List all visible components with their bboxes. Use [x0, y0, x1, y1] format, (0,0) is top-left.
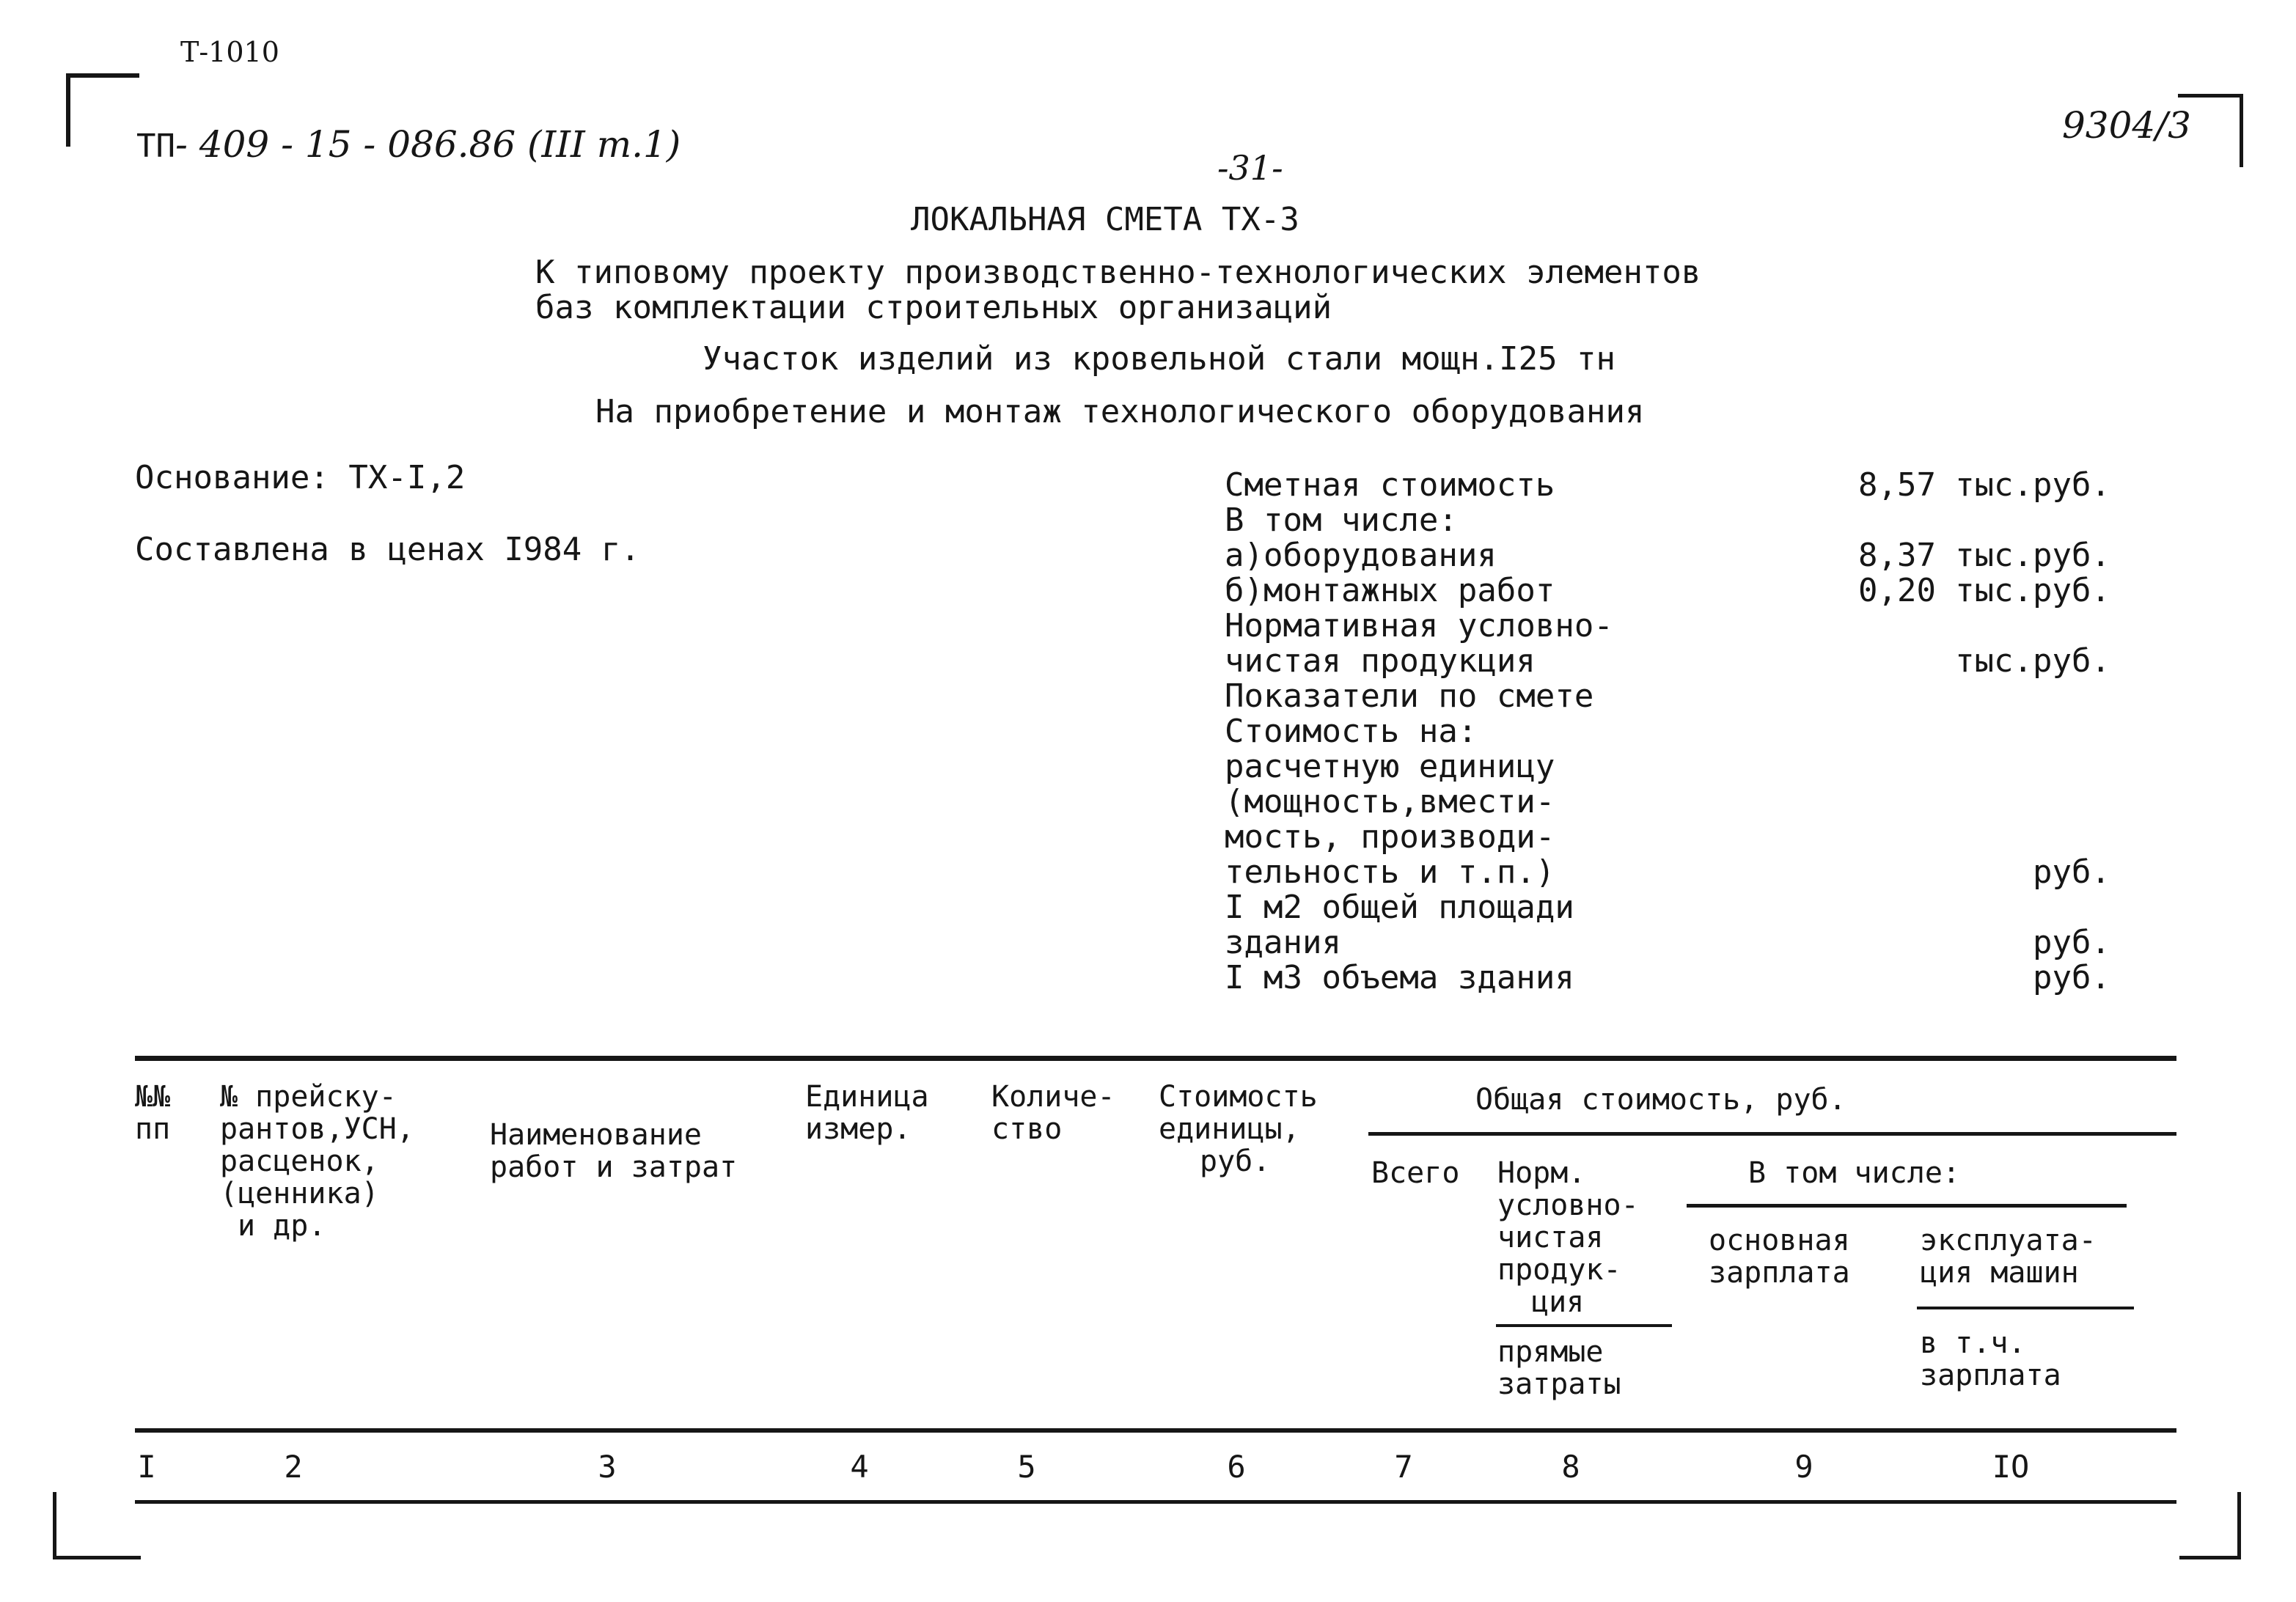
- table-header-col-10-bottom: [1920, 1327, 2061, 1392]
- col10-top-line-0: эксплуата-: [1920, 1224, 2097, 1257]
- summary-unit-4: [1936, 609, 2110, 644]
- table-header-col-8-top: [1497, 1157, 1639, 1318]
- corner-mark-bottom-right: [2237, 1492, 2241, 1559]
- summary-label-0: Сметная стоимость: [1225, 466, 1555, 504]
- summary-unit-11: руб.: [2033, 853, 2110, 891]
- col8-bottom-line-1: затраты: [1497, 1367, 1621, 1401]
- page-number: -31-: [1217, 148, 1283, 188]
- table-header-col-7: Всего: [1371, 1156, 1460, 1190]
- table-header-col-3: [490, 1119, 737, 1183]
- summary-label-13: здания: [1225, 924, 1341, 961]
- col8-top-line-3: продук-: [1497, 1253, 1621, 1287]
- col8-top-line-4: ция: [1531, 1285, 1585, 1319]
- summary-unit-1: [1936, 503, 2110, 538]
- column-number-7: 7: [1394, 1449, 1413, 1485]
- corner-mark-top-right-h: [2178, 94, 2243, 98]
- column-numbers-rule: [135, 1500, 2176, 1504]
- sheet-reference: 9304/3: [2062, 104, 2191, 147]
- col2-line-3: (ценника): [220, 1177, 379, 1210]
- summary-value-1: [1789, 503, 1936, 538]
- summary-value-2: 8,37: [1858, 537, 1936, 574]
- summary-unit-7: [1936, 714, 2110, 749]
- table-header-col-10-top: [1920, 1224, 2097, 1289]
- table-header-col-1: [135, 1081, 170, 1145]
- summary-unit-9: [1936, 785, 2110, 820]
- column-number-4: 4: [850, 1449, 869, 1485]
- col8-divider-rule: [1496, 1324, 1672, 1327]
- document-title: ЛОКАЛЬНАЯ СМЕТА ТХ-3: [911, 201, 1299, 238]
- col3-line-0: Наименование: [490, 1118, 702, 1152]
- col10-divider-rule: [1917, 1307, 2134, 1309]
- catalog-number: Т-1010: [180, 36, 279, 68]
- corner-mark-top-left: [66, 73, 70, 147]
- summary-unit-12: [1936, 890, 2110, 925]
- column-number-9: 9: [1794, 1449, 1813, 1485]
- col10-bottom-line-1: зарплата: [1920, 1359, 2061, 1392]
- subtitle-line-2: баз комплектации строительных организаций: [535, 289, 1332, 326]
- col4-line-0: Единица: [805, 1080, 929, 1114]
- summary-label-14: I м3 объема здания: [1225, 959, 1574, 996]
- summary-value-3: 0,20: [1858, 572, 1936, 609]
- summary-label-6: Показатели по смете: [1225, 677, 1594, 715]
- summary-label-9: (мощность,вмести-: [1225, 783, 1555, 820]
- summary-labels: [1225, 468, 1613, 996]
- column-number-10: IO: [1992, 1449, 2030, 1485]
- col2-line-2: расценок,: [220, 1144, 379, 1178]
- summary-unit-6: [1936, 679, 2110, 714]
- summary-label-12: I м2 общей площади: [1225, 889, 1574, 926]
- col9-line-0: основная: [1709, 1224, 1850, 1257]
- purpose-title: На приобретение и монтаж технологического оборудования: [595, 393, 1645, 430]
- col4-line-1: измер.: [805, 1112, 912, 1146]
- section-title: Участок изделий из кровельной стали мощн.I25 тн: [703, 340, 1616, 378]
- summary-label-10: мость, производи-: [1225, 818, 1555, 856]
- basis-line: Основание: ТХ-I,2: [135, 459, 466, 496]
- table-header-total-group: Общая стоимость, руб.: [1475, 1083, 1846, 1117]
- summary-unit-14: руб.: [2033, 959, 2110, 996]
- column-number-8: 8: [1561, 1449, 1580, 1485]
- col6-line-0: Стоимость: [1159, 1080, 1318, 1114]
- summary-unit-2: тыс.руб.: [1955, 537, 2110, 574]
- summary-label-2: а)оборудования: [1225, 537, 1497, 574]
- corner-mark-bottom-left: [53, 1492, 56, 1559]
- column-number-6: 6: [1227, 1449, 1246, 1485]
- col6-line-1: единицы,: [1159, 1112, 1300, 1146]
- summary-label-11: тельность и т.п.): [1225, 853, 1555, 891]
- table-header-incl-group: В том числе:: [1748, 1156, 1960, 1190]
- table-header-col-5: [991, 1081, 1115, 1145]
- prices-line: Составлена в ценах I984 г.: [135, 531, 640, 568]
- corner-mark-top-right: [2240, 94, 2243, 167]
- col5-line-0: Количе-: [991, 1080, 1115, 1114]
- table-header-col-4: [805, 1081, 929, 1145]
- column-number-1: I: [137, 1449, 156, 1485]
- summary-label-1: В том числе:: [1225, 501, 1458, 539]
- corner-mark-bottom-right-h: [2179, 1556, 2241, 1559]
- summary-label-3: б)монтажных работ: [1225, 572, 1555, 609]
- col8-top-line-2: чистая: [1497, 1221, 1604, 1254]
- summary-units: [1936, 468, 2110, 996]
- col5-line-1: ство: [991, 1112, 1063, 1146]
- header-bottom-rule: [135, 1428, 2176, 1433]
- col2-line-1: рантов,УСН,: [220, 1112, 414, 1146]
- table-header-col-2: [220, 1081, 414, 1242]
- summary-label-8: расчетную единицу: [1225, 748, 1555, 785]
- project-code-prefix: ТП: [136, 128, 175, 165]
- corner-mark-top-left-h: [66, 73, 139, 78]
- project-code: [136, 125, 681, 164]
- column-number-2: 2: [284, 1449, 303, 1485]
- summary-unit-3: тыс.руб.: [1955, 572, 2110, 609]
- summary-unit-10: [1936, 820, 2110, 855]
- summary-label-5: чистая продукция: [1225, 642, 1536, 680]
- col2-line-4: и др.: [238, 1209, 326, 1243]
- corner-mark-bottom-left-h: [53, 1556, 141, 1559]
- summary-unit-5: тыс.руб.: [1955, 642, 2110, 680]
- col8-bottom-line-0: прямые: [1497, 1335, 1604, 1369]
- incl-group-rule: [1687, 1204, 2127, 1208]
- column-number-5: 5: [1017, 1449, 1036, 1485]
- col1-line-0: №№: [135, 1080, 171, 1114]
- col8-top-line-0: Норм.: [1497, 1156, 1586, 1190]
- subtitle-line-1: К типовому проекту производственно-технологических элементов: [535, 254, 1701, 291]
- summary-label-7: Стоимость на:: [1225, 713, 1478, 750]
- col2-line-0: № прейску-: [220, 1080, 397, 1114]
- col9-line-1: зарплата: [1709, 1256, 1850, 1290]
- table-header-col-6: [1159, 1081, 1318, 1177]
- project-code-handwritten: - 409 - 15 - 086.86 (III т.1): [175, 123, 681, 166]
- col8-top-line-1: условно-: [1497, 1188, 1639, 1222]
- summary-unit-13: руб.: [2033, 924, 2110, 961]
- total-group-rule: [1368, 1132, 2176, 1136]
- table-header-col-9: [1709, 1224, 1850, 1289]
- summary-unit-0: тыс.руб.: [1955, 466, 2110, 504]
- summary-unit-8: [1936, 749, 2110, 785]
- summary-label-4: Нормативная условно-: [1225, 607, 1613, 644]
- col3-line-1: работ и затрат: [490, 1150, 738, 1184]
- col1-line-1: пп: [135, 1112, 171, 1146]
- column-number-3: 3: [598, 1449, 617, 1485]
- summary-value-0: 8,57: [1858, 466, 1936, 504]
- col10-top-line-1: ция машин: [1920, 1256, 2079, 1290]
- col6-line-2: руб.: [1200, 1144, 1271, 1178]
- table-header-col-8-bottom: [1497, 1336, 1621, 1400]
- summary-values: [1789, 468, 1936, 609]
- table-top-rule: [135, 1056, 2176, 1061]
- col10-bottom-line-0: в т.ч.: [1920, 1326, 2026, 1360]
